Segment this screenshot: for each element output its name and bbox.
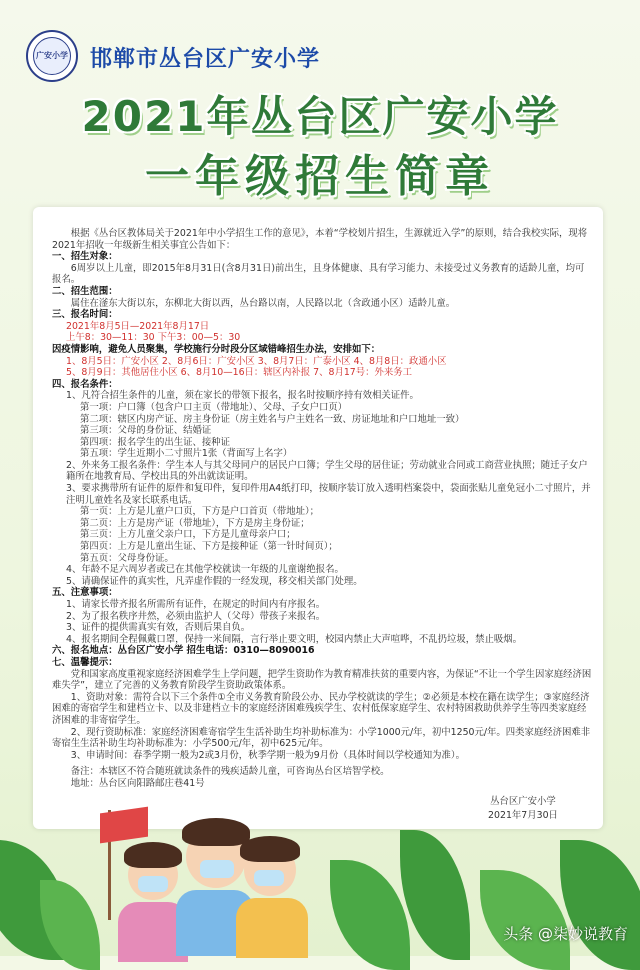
school-logo	[26, 30, 78, 82]
section-5-title: 五、注意事项：	[52, 587, 118, 599]
schedule-line-2: 5、8月9日：其他居住小区 6、8月10—16日：辖区内补报 7、8月17号：外来务工	[66, 367, 413, 379]
condition-1-item-1: 第一项：户口簿（包含户口主页（带地址）、父母、子女户口页）	[80, 401, 348, 413]
logo-text: 广安小学	[33, 37, 71, 75]
school-name: 邯郸市丛台区广安小学	[90, 47, 321, 72]
tip-1: 1、资助对象：需符合以下三个条件①全市义务教育阶段公办、民办学校就读的学生；②必须是本校在籍在读学生；③家庭经济困难的寄宿学生和建档立卡、以及非建档立卡的家庭经济困难残疾学生、农村低保家庭学生、农村特困救助供养学生等四类家庭经济困难的非寄宿学生。	[52, 691, 590, 726]
section-1-text: 6周岁以上儿童，即2015年8月31日(含8月31日)前出生，且身体健康、具有学习能力、未接受过义务教育的适龄儿童，均可报名。	[52, 262, 585, 286]
title-line-1: 2021年丛台区广安小学	[81, 92, 559, 141]
intro-text: 根据《丛台区教体局关于2021年中小学招生工作的意见》，本着“学校划片招生，生源就近入学”的原则，结合我校实际，现将2021年招收一年级新生相关事宜公告如下：	[52, 228, 588, 251]
section-4-title: 四、报名条件：	[52, 378, 118, 390]
sign-date: 2021年7月30日	[488, 810, 558, 821]
condition-3: 3、要求携带所有证件的原件和复印件，复印件用A4纸打印，按顺序装订放入透明档案袋中，袋面张贴儿童免冠小二寸照片，并注明儿童姓名及家长联系电话。	[66, 483, 591, 506]
tip-intro: 党和国家高度重视家庭经济困难学生上学问题，把学生资助作为教育精准扶贫的重要内容，为保证“不让一个学生因家庭经济困难失学”，建立了完善的义务教育阶段学生资助政策体系。	[52, 668, 592, 692]
school-address: 地址：丛台区向阳路邮庄巷41号	[70, 777, 205, 789]
condition-3-page-2: 第二页：上方是房产证（带地址），下方是房主身份证；	[80, 517, 310, 529]
note-3: 3、证件的提供需真实有效，否则后果自负。	[66, 622, 251, 634]
condition-3-page-5: 第五页：父母身份证。	[80, 552, 174, 564]
sign-school: 丛台区广安小学	[490, 796, 556, 807]
note-4: 4、报名期间全程佩戴口罩，保持一米间隔，言行举止要文明，校园内禁止大声喧哗，不乱扔垃圾，禁止吸烟。	[66, 633, 522, 645]
note-1: 1、请家长带齐报名所需所有证件，在规定的时间内有序报名。	[66, 599, 326, 610]
condition-3-page-1: 第一页：上方是儿童户口页，下方是户口首页（带地址）；	[80, 506, 320, 518]
condition-1-item-5: 第五项：学生近期小二寸照片1张（背面写上名字）	[80, 448, 293, 460]
condition-3-page-4: 第四页：上方是儿童出生证、下方是接种证（第一针时间页）；	[80, 541, 338, 553]
header	[0, 0, 640, 205]
watermark: 头条 @柒妙说教育	[503, 925, 628, 943]
title-line-2: 一年级招生简章	[145, 151, 495, 202]
tip-3: 3、申请时间：春季学期一般为2或3月份，秋季学期一般为9月份（具体时间以学校通知为准）。	[70, 749, 465, 761]
enrollment-dates: 2021年8月5日—2021年8月17日	[66, 320, 210, 332]
schedule-line-1: 1、8月5日：广安小区 2、8月6日：广安小区 3、8月7日：广泰小区 4、8月8日：政通小区	[66, 355, 447, 367]
section-7-title: 七、温馨提示：	[52, 656, 118, 668]
condition-1-item-2: 第二项：辖区内房产证、房主身份证（房主姓名与户主姓名一致、房证地址和户口地址一致）	[80, 413, 465, 425]
section-6-location-phone: 六、报名地点：丛台区广安小学 招生电话：0310—8090016	[52, 645, 315, 657]
schedule-note: 因疫情影响，避免人员聚集，学校施行分时段分区域错峰招生办法，安排如下：	[52, 343, 381, 355]
condition-3-page-3: 第三页：上方儿童父亲户口，下方是儿童母亲户口；	[80, 529, 296, 541]
condition-1-item-3: 第三项：父母的身份证、结婚证	[80, 425, 212, 437]
condition-5: 5、请确保证件的真实性，凡弄虚作假的一经发现，移交相关部门处理。	[66, 575, 363, 587]
section-2-title: 二、招生范围：	[52, 285, 118, 297]
condition-1-item-4: 第四项：报名学生的出生证、接种证	[80, 436, 231, 448]
section-3-title: 三、报名时间：	[52, 309, 118, 321]
section-2-text: 属住在滏东大街以东，东柳北大街以西，丛台路以南，人民路以北（含政通小区）适龄儿童。	[70, 297, 456, 309]
note-2: 2、为了报名秩序井然，必须由监护人（父母）带孩子来报名。	[66, 610, 326, 622]
tip-2: 2、现行资助标准：家庭经济困难寄宿学生生活补助生均补助标准为：小学1000元/年，初中1250元/年。四类家庭经济困难非寄宿生生活补助生均补助标准为：小学500元/年，初中625元/年。	[52, 726, 591, 750]
notice-content	[52, 228, 592, 790]
condition-4: 4、年龄不足六周岁者或已在其他学校就读一年级的儿童谢绝报名。	[66, 564, 344, 576]
condition-2: 2、外来务工报名条件：学生本人与其父母同户的居民户口簿；学生父母的居住证；劳动就业合同或工商营业执照；随迁子女户籍所在地教育局、学校出具的外出就读证明。	[66, 459, 588, 483]
condition-1: 1、凡符合招生条件的儿童，须在家长的带领下报名，报名时按顺序持有效相关证件。	[66, 390, 419, 402]
enrollment-hours: 上午8：30—11：30 下午3：00—5：30	[66, 332, 241, 344]
section-1-title: 一、招生对象：	[52, 251, 118, 263]
remark: 备注：本辖区不符合随班就读条件的残疾适龄儿童，可咨询丛台区培智学校。	[70, 766, 390, 778]
